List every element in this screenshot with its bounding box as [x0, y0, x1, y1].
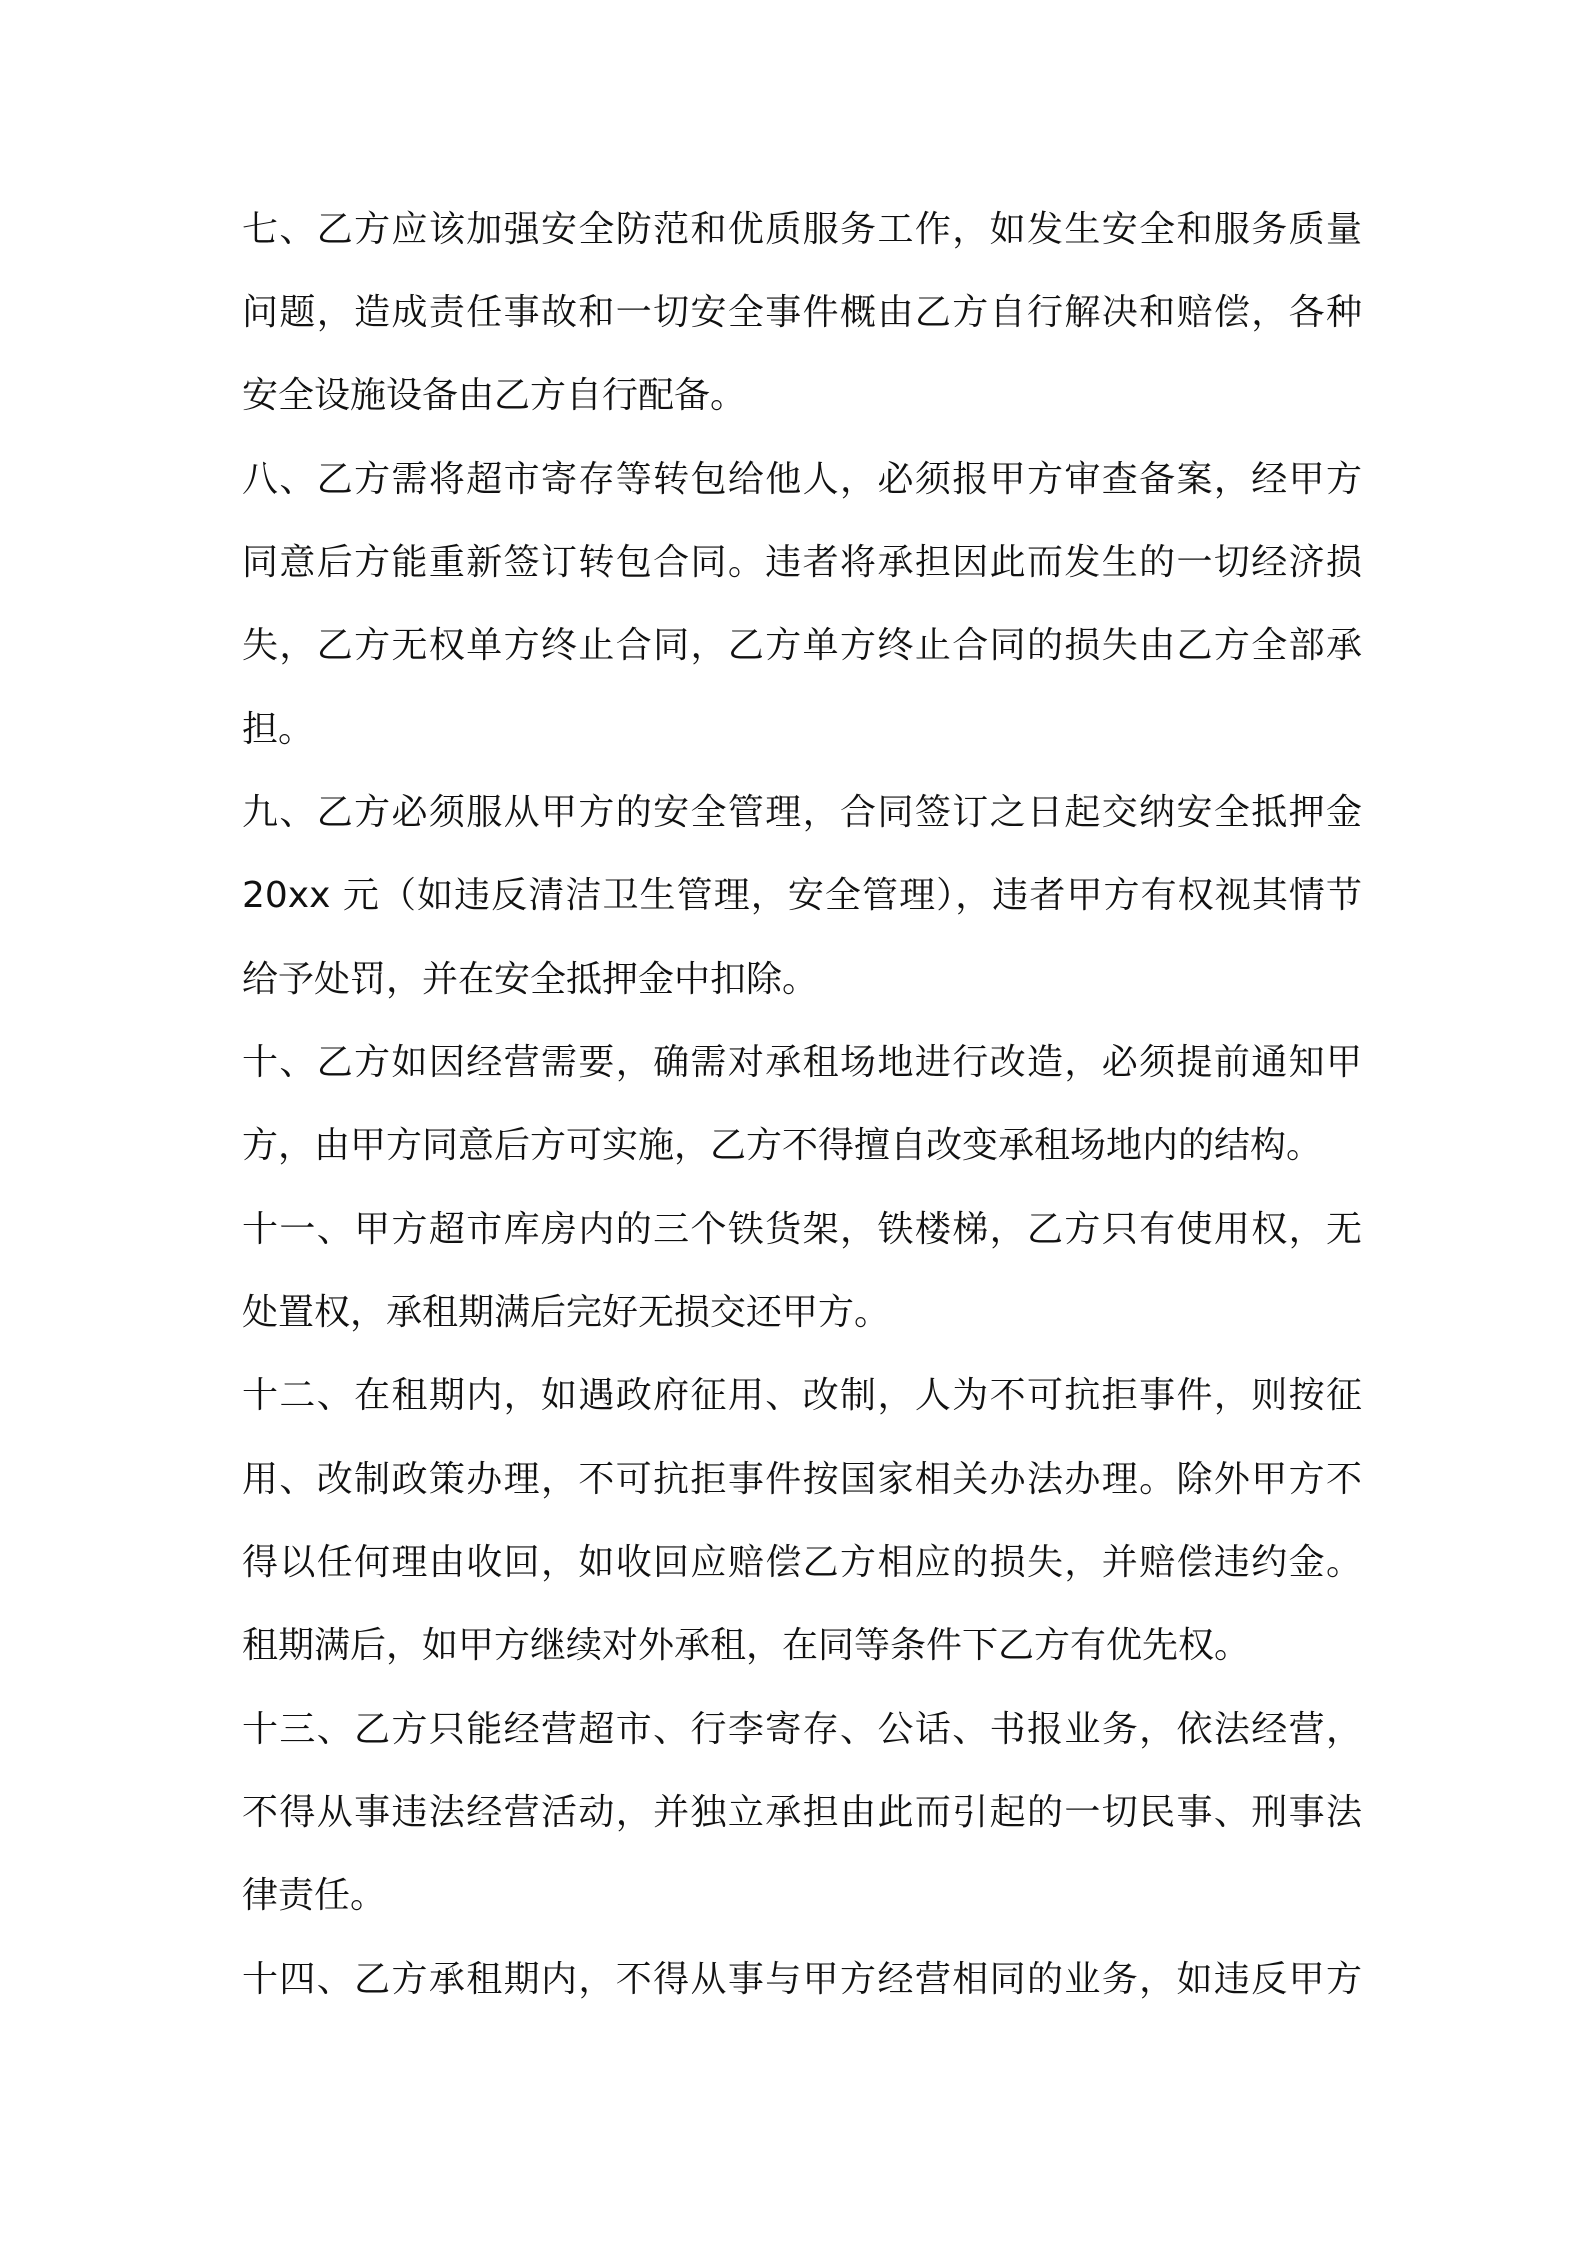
paragraph-13-line-1: 十三、乙方只能经营超市、行李寄存、公话、书报业务，依法经营，: [242, 1709, 1362, 1750]
paragraph-8-line-2: 同意后方能重新签订转包合同。违者将承担因此而发生的一切经济损: [242, 542, 1362, 583]
paragraph-9-line-1: 九、乙方必须服从甲方的安全管理，合同签订之日起交纳安全抵押金: [242, 792, 1362, 833]
paragraph-9-line-3: 给予处罚，并在安全抵押金中扣除。: [242, 959, 819, 1000]
paragraph-10-line-2: 方，由甲方同意后方可实施，乙方不得擅自改变承租场地内的结构。: [242, 1125, 1323, 1166]
paragraph-8-line-3: 失，乙方无权单方终止合同，乙方单方终止合同的损失由乙方全部承: [242, 625, 1362, 666]
paragraph-12-line-3: 得以任何理由收回，如收回应赔偿乙方相应的损失，并赔偿违约金。: [242, 1542, 1362, 1583]
paragraph-11-line-1: 十一、甲方超市库房内的三个铁货架，铁楼梯，乙方只有使用权，无: [242, 1209, 1362, 1250]
paragraph-9-line-2: 20xx 元（如违反清洁卫生管理，安全管理），违者甲方有权视其情节: [242, 875, 1362, 916]
paragraph-14-line-1: 十四、乙方承租期内，不得从事与甲方经营相同的业务，如违反甲方: [242, 1959, 1362, 2000]
paragraph-10-line-1: 十、乙方如因经营需要，确需对承租场地进行改造，必须提前通知甲: [242, 1042, 1362, 1083]
paragraph-7-line-1: 七、乙方应该加强安全防范和优质服务工作，如发生安全和服务质量: [242, 209, 1362, 250]
paragraph-12-line-1: 十二、在租期内，如遇政府征用、改制，人为不可抗拒事件，则按征: [242, 1375, 1362, 1416]
paragraph-12-line-2: 用、改制政策办理，不可抗拒事件按国家相关办法办理。除外甲方不: [242, 1459, 1362, 1500]
paragraph-7-line-3: 安全设施设备由乙方自行配备。: [242, 375, 747, 416]
paragraph-11-line-2: 处置权，承租期满后完好无损交还甲方。: [242, 1292, 891, 1333]
paragraph-13-line-3: 律责任。: [242, 1875, 387, 1916]
paragraph-13-line-2: 不得从事违法经营活动，并独立承担由此而引起的一切民事、刑事法: [242, 1792, 1362, 1833]
paragraph-8-line-4: 担。: [242, 709, 315, 750]
paragraph-12-line-4: 租期满后，如甲方继续对外承租，在同等条件下乙方有优先权。: [242, 1625, 1251, 1666]
paragraph-8-line-1: 八、乙方需将超市寄存等转包给他人，必须报甲方审查备案，经甲方: [242, 459, 1362, 500]
paragraph-7-line-2: 问题，造成责任事故和一切安全事件概由乙方自行解决和赔偿，各种: [242, 292, 1362, 333]
